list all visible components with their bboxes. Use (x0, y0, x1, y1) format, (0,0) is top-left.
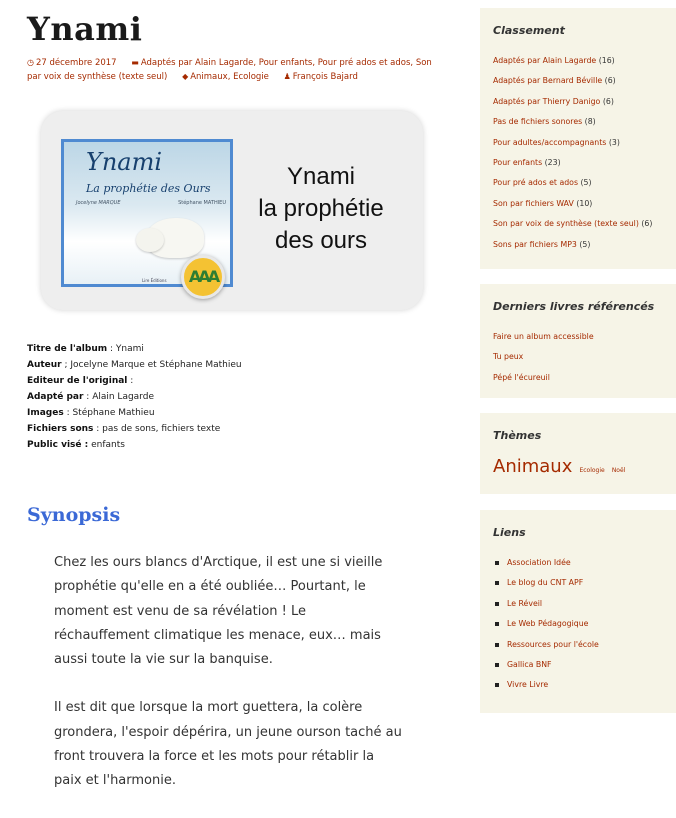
detail-row: Images : Stéphane Mathieu (27, 408, 155, 418)
themes-title: Thèmes (493, 429, 542, 442)
links-title: Liens (493, 526, 526, 539)
category-link[interactable]: Adaptés par Alain Lagarde (493, 56, 597, 65)
links-list (493, 553, 664, 696)
category-link[interactable]: Pour enfants (493, 158, 543, 168)
folder-icon: ▬ (131, 58, 139, 67)
category-link[interactable]: Pour pré ados et ados (493, 178, 579, 188)
category-link[interactable]: Sons par fichiers MP3 (493, 239, 577, 249)
synopsis-heading: Synopsis (27, 504, 121, 526)
recent-post-link[interactable]: Pépé l'écureuil (493, 372, 550, 382)
link-item (493, 614, 664, 634)
post-meta (27, 56, 437, 84)
classement-list (493, 51, 664, 255)
category-item: Pas de fichiers sonores (8) (493, 117, 596, 127)
category-link[interactable]: Pour adultes/accompagnants (493, 137, 607, 147)
detail-row: Fichiers sons : pas de sons, fichiers texte (27, 424, 221, 434)
cover-author-right: Stéphane MATHIEU (178, 200, 226, 206)
recent-post-link[interactable]: Faire un album accessible (493, 332, 594, 341)
tag-animaux[interactable]: Animaux (493, 456, 573, 477)
link-item (493, 573, 664, 593)
link-item (493, 675, 664, 695)
link-item (493, 553, 664, 573)
links-widget (480, 510, 676, 713)
category-item: Pour enfants (23) (493, 158, 561, 168)
category-item: Son par fichiers WAV (10) (493, 198, 593, 208)
tag-ecologie[interactable]: Ecologie (579, 467, 605, 474)
banner-text-line2: la prophétie (258, 195, 384, 222)
main-content (27, 8, 437, 789)
category-item: Pour adultes/accompagnants (3) (493, 137, 620, 147)
detail-row: Editeur de l'original : (27, 376, 134, 386)
themes-widget (480, 413, 676, 494)
recent-post-item (493, 327, 664, 347)
recent-posts-list (493, 327, 664, 388)
external-link[interactable]: Vivre Livre (507, 680, 549, 690)
user-icon: ♟ (283, 72, 291, 81)
tag-icon: ◆ (182, 72, 189, 81)
detail-row: Adapté par : Alain Lagarde (27, 392, 154, 402)
recent-post-item (493, 368, 664, 388)
post-tags-link[interactable]: Animaux, Ecologie (190, 72, 269, 82)
category-link[interactable]: Son par voix de synthèse (texte seul) (493, 219, 639, 229)
category-item: Sons par fichiers MP3 (5) (493, 239, 591, 249)
polar-bear-head (136, 228, 164, 252)
cover-authors (76, 200, 226, 206)
category-link[interactable]: Adaptés par Thierry Danigo (493, 96, 601, 106)
link-item (493, 655, 664, 675)
category-link[interactable]: Pas de fichiers sonores (493, 117, 583, 127)
recent-posts-widget (480, 284, 676, 398)
external-link[interactable]: Le blog du CNT APF (507, 578, 584, 588)
banner-text (246, 161, 396, 257)
category-item: Son par voix de synthèse (texte seul) (6) (493, 219, 653, 229)
post-author-link[interactable]: François Bajard (292, 72, 358, 82)
tag-cloud (493, 456, 664, 482)
post-title: Ynami (27, 10, 143, 48)
cover-subtitle: La prophétie des Ours (86, 182, 211, 195)
clock-icon: ◷ (27, 58, 34, 67)
cover-title: Ynami (86, 148, 163, 176)
external-link[interactable]: Le Réveil (507, 598, 543, 608)
detail-row: Auteur ; Jocelyne Marque et Stéphane Mathieu (27, 360, 242, 370)
recent-post-link[interactable]: Tu peux (493, 352, 524, 362)
classement-widget (480, 8, 676, 269)
aaa-logo-icon: AAA (181, 255, 225, 299)
link-item (493, 594, 664, 614)
banner-text-line1: Ynami (286, 163, 356, 190)
post-categories-link[interactable]: Adaptés par Alain Lagarde, Pour enfants, Pour pré ados et ados, Son par voix de synthèse (texte seul) (27, 58, 432, 82)
post-date-link[interactable]: 27 décembre 2017 (35, 58, 117, 68)
recent-posts-title: Derniers livres référencés (493, 300, 655, 313)
category-item: Adaptés par Alain Lagarde (16) (493, 56, 615, 65)
album-banner (41, 111, 423, 310)
cover-publisher: Lire Éditions (142, 278, 167, 283)
external-link[interactable]: Gallica BNF (507, 660, 552, 670)
album-details (27, 341, 242, 453)
synopsis-paragraph-2: Il est dit que lorsque la mort guettera, la colère grondera, l'espoir dépérira, un jeune ourson taché au front trouvera la force et les mots pour rétablir la paix et l'harmonie. (54, 700, 402, 789)
classement-title: Classement (493, 24, 565, 37)
category-link[interactable]: Son par fichiers WAV (493, 198, 574, 208)
link-item (493, 635, 664, 655)
synopsis-paragraph-1: Chez les ours blancs d'Arctique, il est une si vieille prophétie qu'elle en a été oubliée… Pourtant, le moment est venu de sa révélation ! Le réchauffement climatique les menace, eux… mais aussi toute la vie sur la banquise. (54, 555, 383, 668)
category-item: Pour pré ados et ados (5) (493, 178, 592, 188)
tag-noel[interactable]: Noël (611, 467, 626, 474)
detail-row: Public visé : enfants (27, 440, 125, 450)
cover-author-left: Jocelyne MARQUE (76, 200, 121, 206)
synopsis-body (54, 551, 404, 818)
external-link[interactable]: Le Web Pédagogique (507, 619, 589, 629)
category-item: Adaptés par Bernard Béville (6) (493, 76, 616, 86)
recent-post-item (493, 347, 664, 367)
banner-text-line3: des ours (274, 227, 368, 254)
external-link[interactable]: Association Idée (507, 558, 571, 567)
external-link[interactable]: Ressources pour l'école (507, 639, 599, 649)
category-item: Adaptés par Thierry Danigo (6) (493, 96, 614, 106)
category-link[interactable]: Adaptés par Bernard Béville (493, 76, 603, 86)
detail-row: Titre de l'album : Ynami (27, 344, 144, 354)
